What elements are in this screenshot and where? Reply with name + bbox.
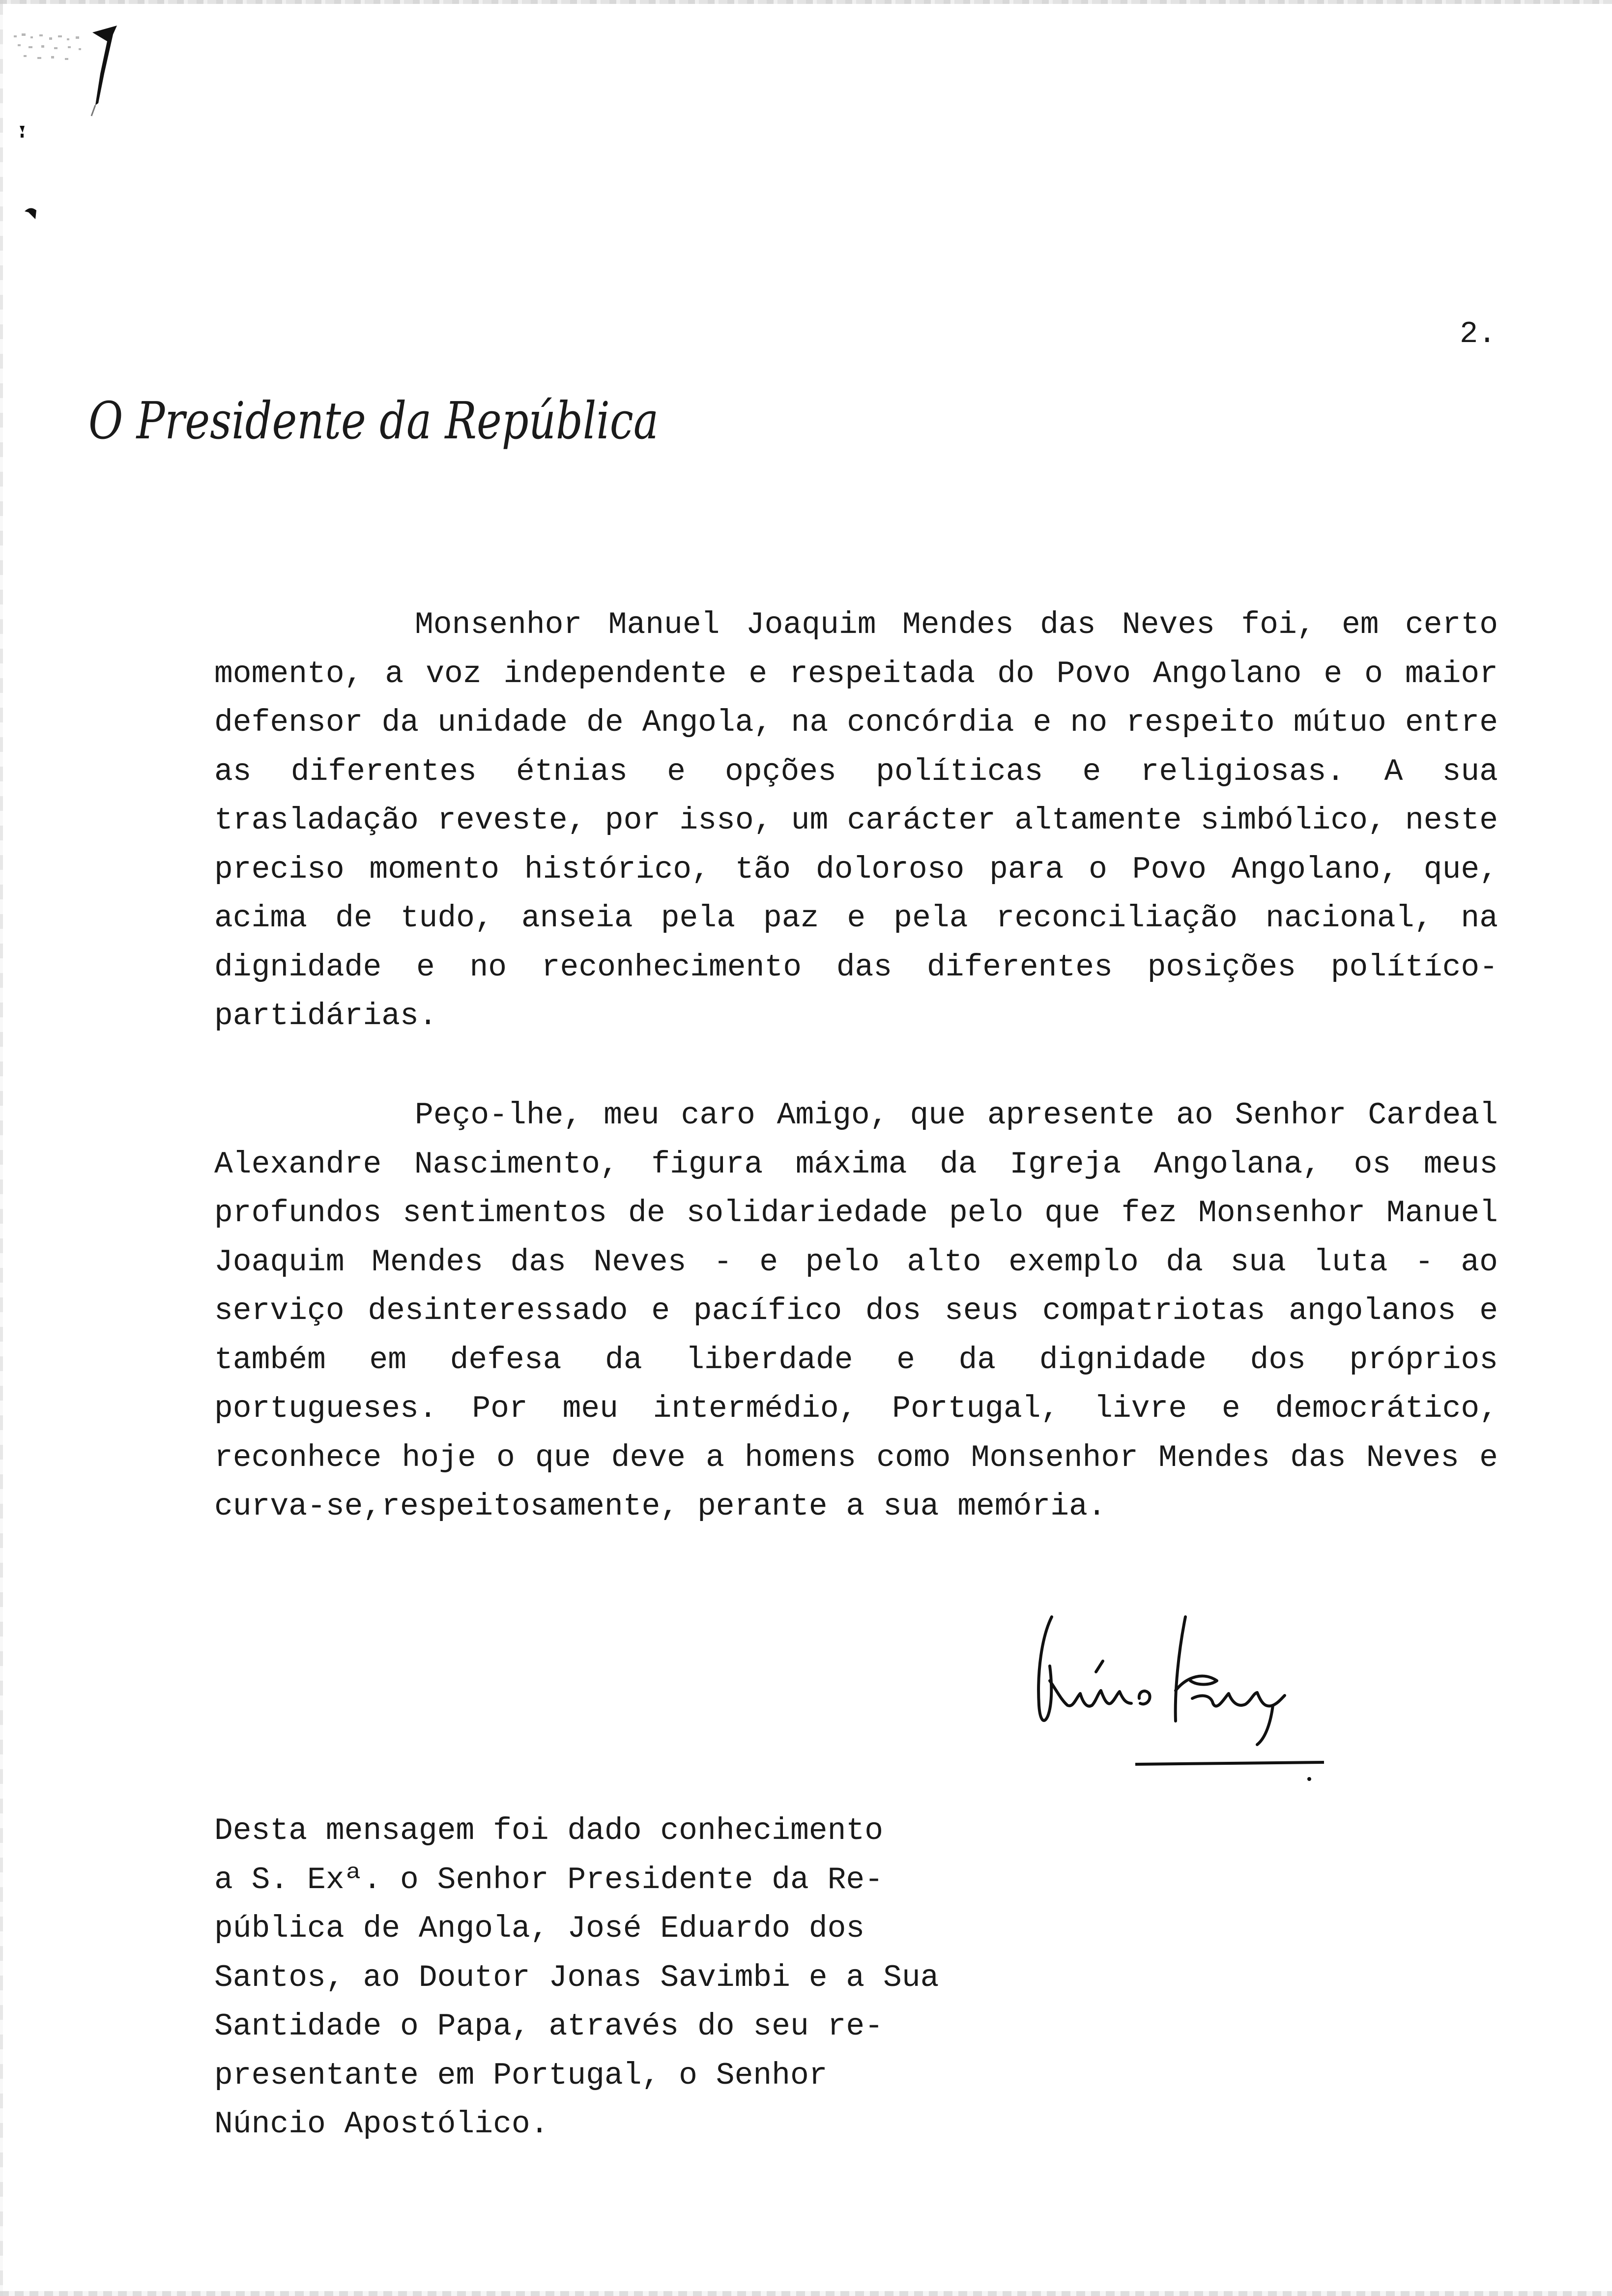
distribution-note xyxy=(214,1807,1050,2149)
distribution-note-line: Santos, ao Doutor Jonas Savimbi e a Sua xyxy=(214,1960,939,1995)
scan-artifact-marks xyxy=(0,0,147,246)
distribution-note-line: a S. Exª. o Senhor Presidente da Re- xyxy=(214,1862,884,1897)
distribution-note-line: pública de Angola, José Eduardo dos xyxy=(214,1911,865,1946)
scan-left-edge xyxy=(0,0,3,2296)
page-number: 2. xyxy=(1460,316,1497,351)
body-paragraph-1: Monsenhor Manuel Joaquim Mendes das Neves foi, em certo momento, a voz independente e respeitada do Povo Angolano e o maior defensor da unidade de Angola, na concórdia e no respeito mútuo entre as diferentes étnias e opções políticas e religiosas. A sua trasladação reveste, por isso, um carácter altamente simbólico, neste preciso momento histórico, tão doloroso para o Povo Angolano, que, acima de tudo, anseia pela paz e pela reconciliação nacional, na dignidade e no reconhecimento das diferentes posições polítíco-partidárias. xyxy=(214,607,1498,1033)
handwritten-signature xyxy=(1022,1607,1347,1784)
distribution-note-line: Núncio Apostólico. xyxy=(214,2107,549,2142)
distribution-note-line: presentante em Portugal, o Senhor xyxy=(214,2058,828,2093)
distribution-note-line: Desta mensagem foi dado conhecimento xyxy=(214,1813,884,1848)
distribution-note-line: Santidade o Papa, através do seu re- xyxy=(214,2009,884,2044)
letterhead-title: O Presidente da República xyxy=(88,391,659,451)
scan-bottom-edge xyxy=(0,2291,1612,2296)
letterhead xyxy=(88,383,678,462)
body-paragraph-2: Peço-lhe, meu caro Amigo, que apresente ao Senhor Cardeal Alexandre Nascimento, figura máxima da Igreja Angolana, os meus profundos sentimentos de solidariedade pelo que fez Monsenhor Manuel Joaquim Mendes das Neves - e pelo alto exemplo da sua luta - ao serviço desinteressado e pacífico dos seus compatriotas angolanos e também em defesa da liberdade e da dignidade dos próprios portugueses. Por meu intermédio, Portugal, livre e democrático, reconhece hoje o que deve a homens como Monsenhor Mendes das Neves e curva-se,respeitosamente, perante a sua memória. xyxy=(214,1098,1498,1524)
scan-top-edge xyxy=(0,0,1612,4)
